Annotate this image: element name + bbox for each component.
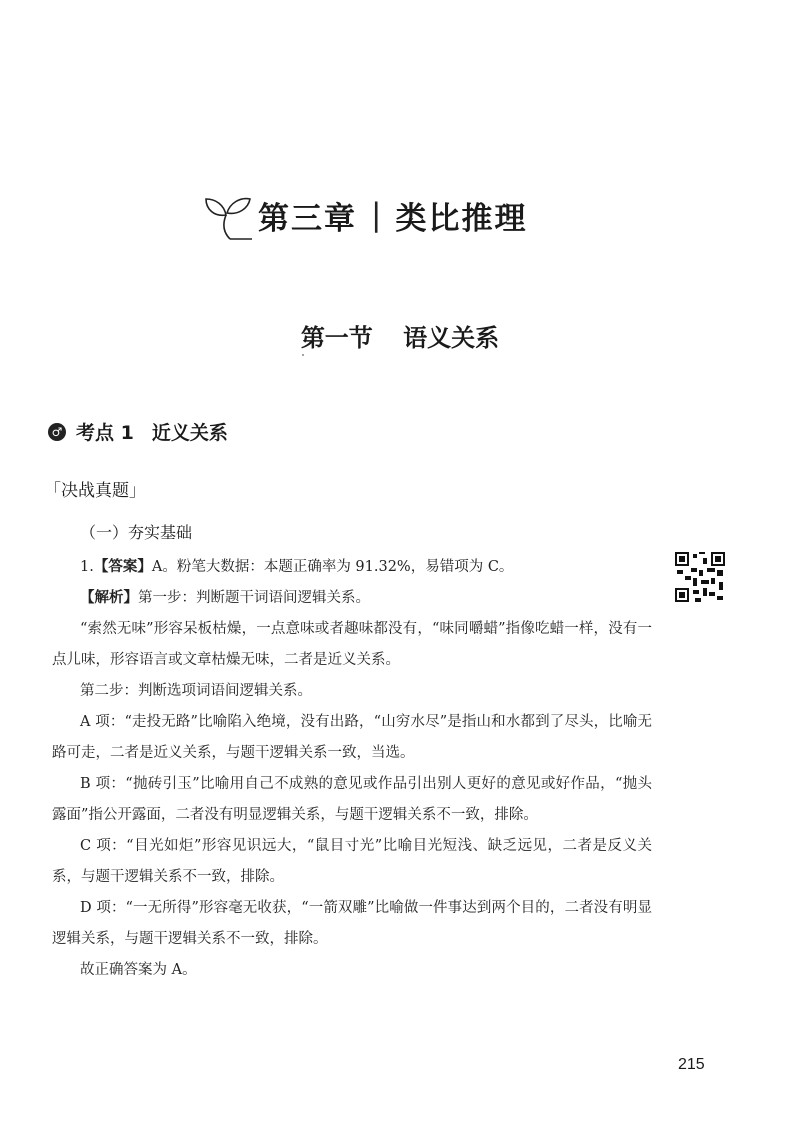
title-divider: | [371, 197, 382, 233]
option-c: C 项：“目光如炬”形容见识远大，“鼠目寸光”比喻目光短浅、缺乏远见，二者是反义关系，与题干逻辑关系不一致，排除。 [52, 838, 652, 885]
kaodian-label: 考点 1 [76, 422, 134, 444]
kaodian-heading [48, 418, 228, 445]
conclusion: 故正确答案为 A。 [80, 962, 197, 978]
zhenti-title: 决战真题 [61, 481, 129, 501]
section-label: 第一节 [300, 324, 373, 352]
answer-explanation [52, 552, 652, 986]
kaodian-name: 近义关系 [151, 422, 228, 444]
answer-line [52, 552, 652, 583]
analysis-tag: 【解析】 [80, 590, 138, 606]
stem-analysis: “索然无味”形容呆板枯燥，一点意味或者趣味都没有，“味同嚼蜡”指像吃蜡一样，没有一点儿味，形容语言或文章枯燥无味，二者是近义关系。 [52, 621, 652, 668]
analysis-line [52, 583, 652, 614]
step-two: 第二步：判断选项词语间逻辑关系。 [80, 683, 312, 699]
analysis-text: 第一步：判断题干词语间逻辑关系。 [138, 590, 370, 606]
answer-tag: 【答案】 [93, 559, 152, 575]
page-number: 215 [678, 1056, 705, 1073]
chapter-name: 类比推理 [395, 200, 528, 237]
option-d: D 项：“一无所得”形容毫无收获，“一箭双雕”比喻做一件事达到两个目的，二者没有明显逻辑关系，与题干逻辑关系不一致，排除。 [52, 900, 652, 947]
option-a: A 项：“走投无路”比喻陷入绝境，没有出路，“山穷水尽”是指山和水都到了尽头，比喻无路可走，二者是近义关系，与题干逻辑关系一致，当选。 [52, 714, 652, 761]
qr-code-icon[interactable] [675, 552, 725, 602]
zhenti-heading [44, 476, 146, 501]
left-bracket: 「 [44, 481, 61, 501]
subheading: （一）夯实基础 [80, 523, 193, 542]
chapter-label: 第三章 [258, 200, 357, 237]
option-b: B 项：“抛砖引玉”比喻用自己不成熟的意见或作品引出别人更好的意见或好作品，“抛头露面”指公开露面，二者没有明显逻辑关系，与题干逻辑关系不一致，排除。 [52, 776, 652, 823]
chapter-title [200, 180, 527, 250]
right-bracket: 」 [129, 481, 146, 501]
answer-text: A。粉笔大数据：本题正确率为 91.32%，易错项为 C。 [151, 559, 514, 575]
section-name: 语义关系 [403, 324, 500, 352]
sprout-icon [200, 187, 256, 243]
question-number: 1. [80, 559, 94, 575]
speck [302, 354, 304, 356]
section-title [0, 318, 800, 353]
gender-icon: ♂ [48, 423, 66, 441]
